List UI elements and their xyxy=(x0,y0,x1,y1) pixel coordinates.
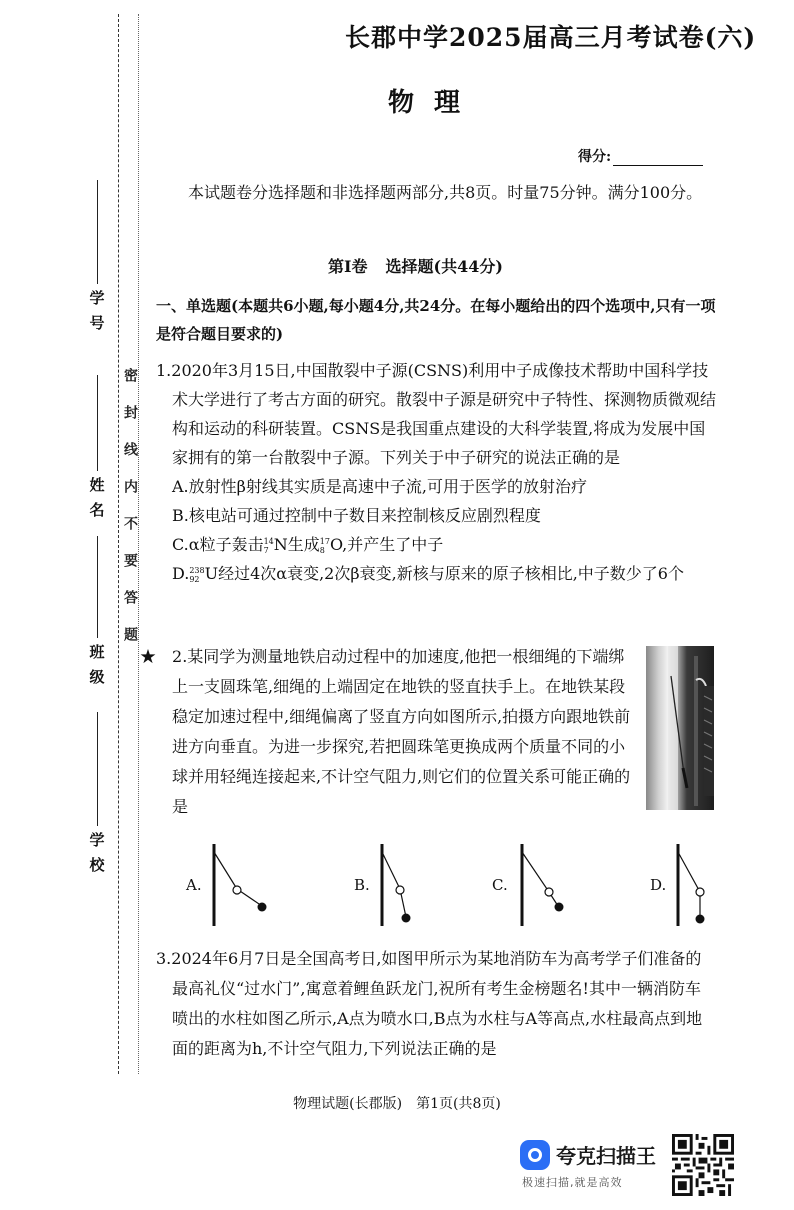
page-footer xyxy=(0,1093,794,1113)
qr-code-icon[interactable] xyxy=(672,1134,734,1196)
exam-title: 长郡中学2025届高三月考试卷(六) xyxy=(345,23,757,52)
uranium-symbol: U xyxy=(204,564,219,583)
oxygen-atomic-number: 8 xyxy=(319,545,325,555)
subject-title: 物理 xyxy=(388,88,481,118)
question-1 xyxy=(156,356,716,588)
question-2-stem: 2.某同学为测量地铁启动过程中的加速度,他把一根细绳的下端绑上一支圆珠笔,细绳的上端固定在地铁的竖直扶手上。在地铁某段稳定加速过程中,细绳偏离了竖直方向如图所示,拍摄方向跟地铁前进方向垂直。为进一步探究,若把圆珠笔更换成两个质量不同的小球并用轻绳连接起来,不计空气阻力,则它们的位置关系可能正确的是 xyxy=(172,647,631,816)
option-b-label: B. xyxy=(354,876,370,894)
oxygen-mass-number: 17 xyxy=(319,536,330,546)
question-1-stem: 1.2020年3月15日,中国散裂中子源(CSNS)利用中子成像技术帮助中国科学技术大学进行了考古方面的研究。散裂中子源是研究中子特性、探测物质微观结构和运动的科研装置。CSNS是我国重点建设的大科学装置,将成为发展中国家拥有的第一台散裂中子源。下列关于中子研究的说法正确的是 xyxy=(156,361,717,467)
option-d-prefix: D. xyxy=(172,564,190,583)
uranium-numbers xyxy=(189,566,204,584)
option-c-suffix: ,并产生了中子 xyxy=(342,535,444,554)
section-title-a: 第Ⅰ卷 xyxy=(328,257,368,276)
scanner-app-name: 夸克扫描王 xyxy=(556,1144,656,1168)
student-id-label: 学号 xyxy=(87,290,106,340)
question-1-option-c[interactable] xyxy=(156,530,716,559)
question-1-option-d[interactable] xyxy=(156,559,716,588)
seal-warning-text: 密封线内不要答题 xyxy=(122,368,138,664)
oxygen-numbers xyxy=(320,537,330,555)
scanner-logo-icon xyxy=(520,1140,550,1170)
subway-handrail-photo xyxy=(646,646,714,810)
option-c-diagram xyxy=(508,842,598,928)
score-label: 得分: xyxy=(578,149,612,165)
option-c-prefix: C.α粒子轰击 xyxy=(172,535,264,554)
school-field[interactable] xyxy=(82,712,112,882)
question-2-options xyxy=(186,842,726,932)
footer-page-number: 第1页(共8页) xyxy=(416,1096,501,1112)
section-title-b: 选择题(共44分) xyxy=(385,257,503,276)
option-d-label: D. xyxy=(650,876,667,894)
option-c-mid: 生成 xyxy=(287,535,320,554)
name-field[interactable] xyxy=(82,375,112,527)
question-2 xyxy=(140,642,636,822)
option-c-label: C. xyxy=(492,876,508,894)
name-label: 姓名 xyxy=(87,477,106,527)
scanner-tagline: 极速扫描,就是高效 xyxy=(522,1176,623,1189)
binding-margin xyxy=(0,0,140,1080)
oxygen-symbol: O xyxy=(329,535,343,554)
nitrogen-mass-number: 14 xyxy=(263,536,274,546)
seal-dashed-line xyxy=(118,14,119,1074)
photo-content xyxy=(646,646,714,810)
question-3: 3.2024年6月7日是全国高考日,如图甲所示为某地消防车为高考学子们准备的最高礼仪“过水门”,寓意着鲤鱼跃龙门,祝所有考生金榜题名!其中一辆消防车喷出的水柱如图乙所示,A点为喷水口,B点为水柱与A等高点,水柱最高点到地面的距离为h,不计空气阻力,下列说法正确的是 xyxy=(156,949,703,1058)
class-label: 班级 xyxy=(87,644,106,694)
option-a-diagram xyxy=(200,842,290,928)
school-label: 学校 xyxy=(87,832,106,882)
footer-subject: 物理试题(长郡版) xyxy=(293,1096,403,1112)
option-d-diagram xyxy=(664,842,734,928)
uranium-atomic-number: 92 xyxy=(189,574,200,584)
scanner-watermark xyxy=(520,1138,670,1188)
option-a-label: A. xyxy=(186,876,202,894)
nitrogen-numbers xyxy=(264,537,274,555)
question-1-option-a[interactable]: A.放射性β射线其实质是高速中子流,可用于医学的放射治疗 xyxy=(172,477,587,496)
nitrogen-symbol: N xyxy=(273,535,288,554)
score-field[interactable] xyxy=(578,146,703,166)
exam-intro: 本试题卷分选择题和非选择题两部分,共8页。时量75分钟。满分100分。 xyxy=(188,183,703,202)
option-b-diagram xyxy=(368,842,438,928)
nitrogen-atomic-number: 7 xyxy=(263,545,269,555)
student-id-field[interactable] xyxy=(82,180,112,340)
question-1-option-b[interactable]: B.核电站可通过控制中子数目来控制核反应剧烈程度 xyxy=(172,506,541,525)
section-title xyxy=(328,254,503,277)
uranium-mass-number: 238 xyxy=(189,565,205,575)
part-header: 一、单选题(本题共6小题,每小题4分,共24分。在每小题给出的四个选项中,只有一项是符合题目要求的) xyxy=(156,297,716,343)
score-blank[interactable] xyxy=(613,152,703,166)
star-mark: ★ xyxy=(140,647,157,666)
option-d-suffix: 经过4次α衰变,2次β衰变,新核与原来的原子核相比,中子数少了6个 xyxy=(218,564,684,583)
class-field[interactable] xyxy=(82,536,112,694)
